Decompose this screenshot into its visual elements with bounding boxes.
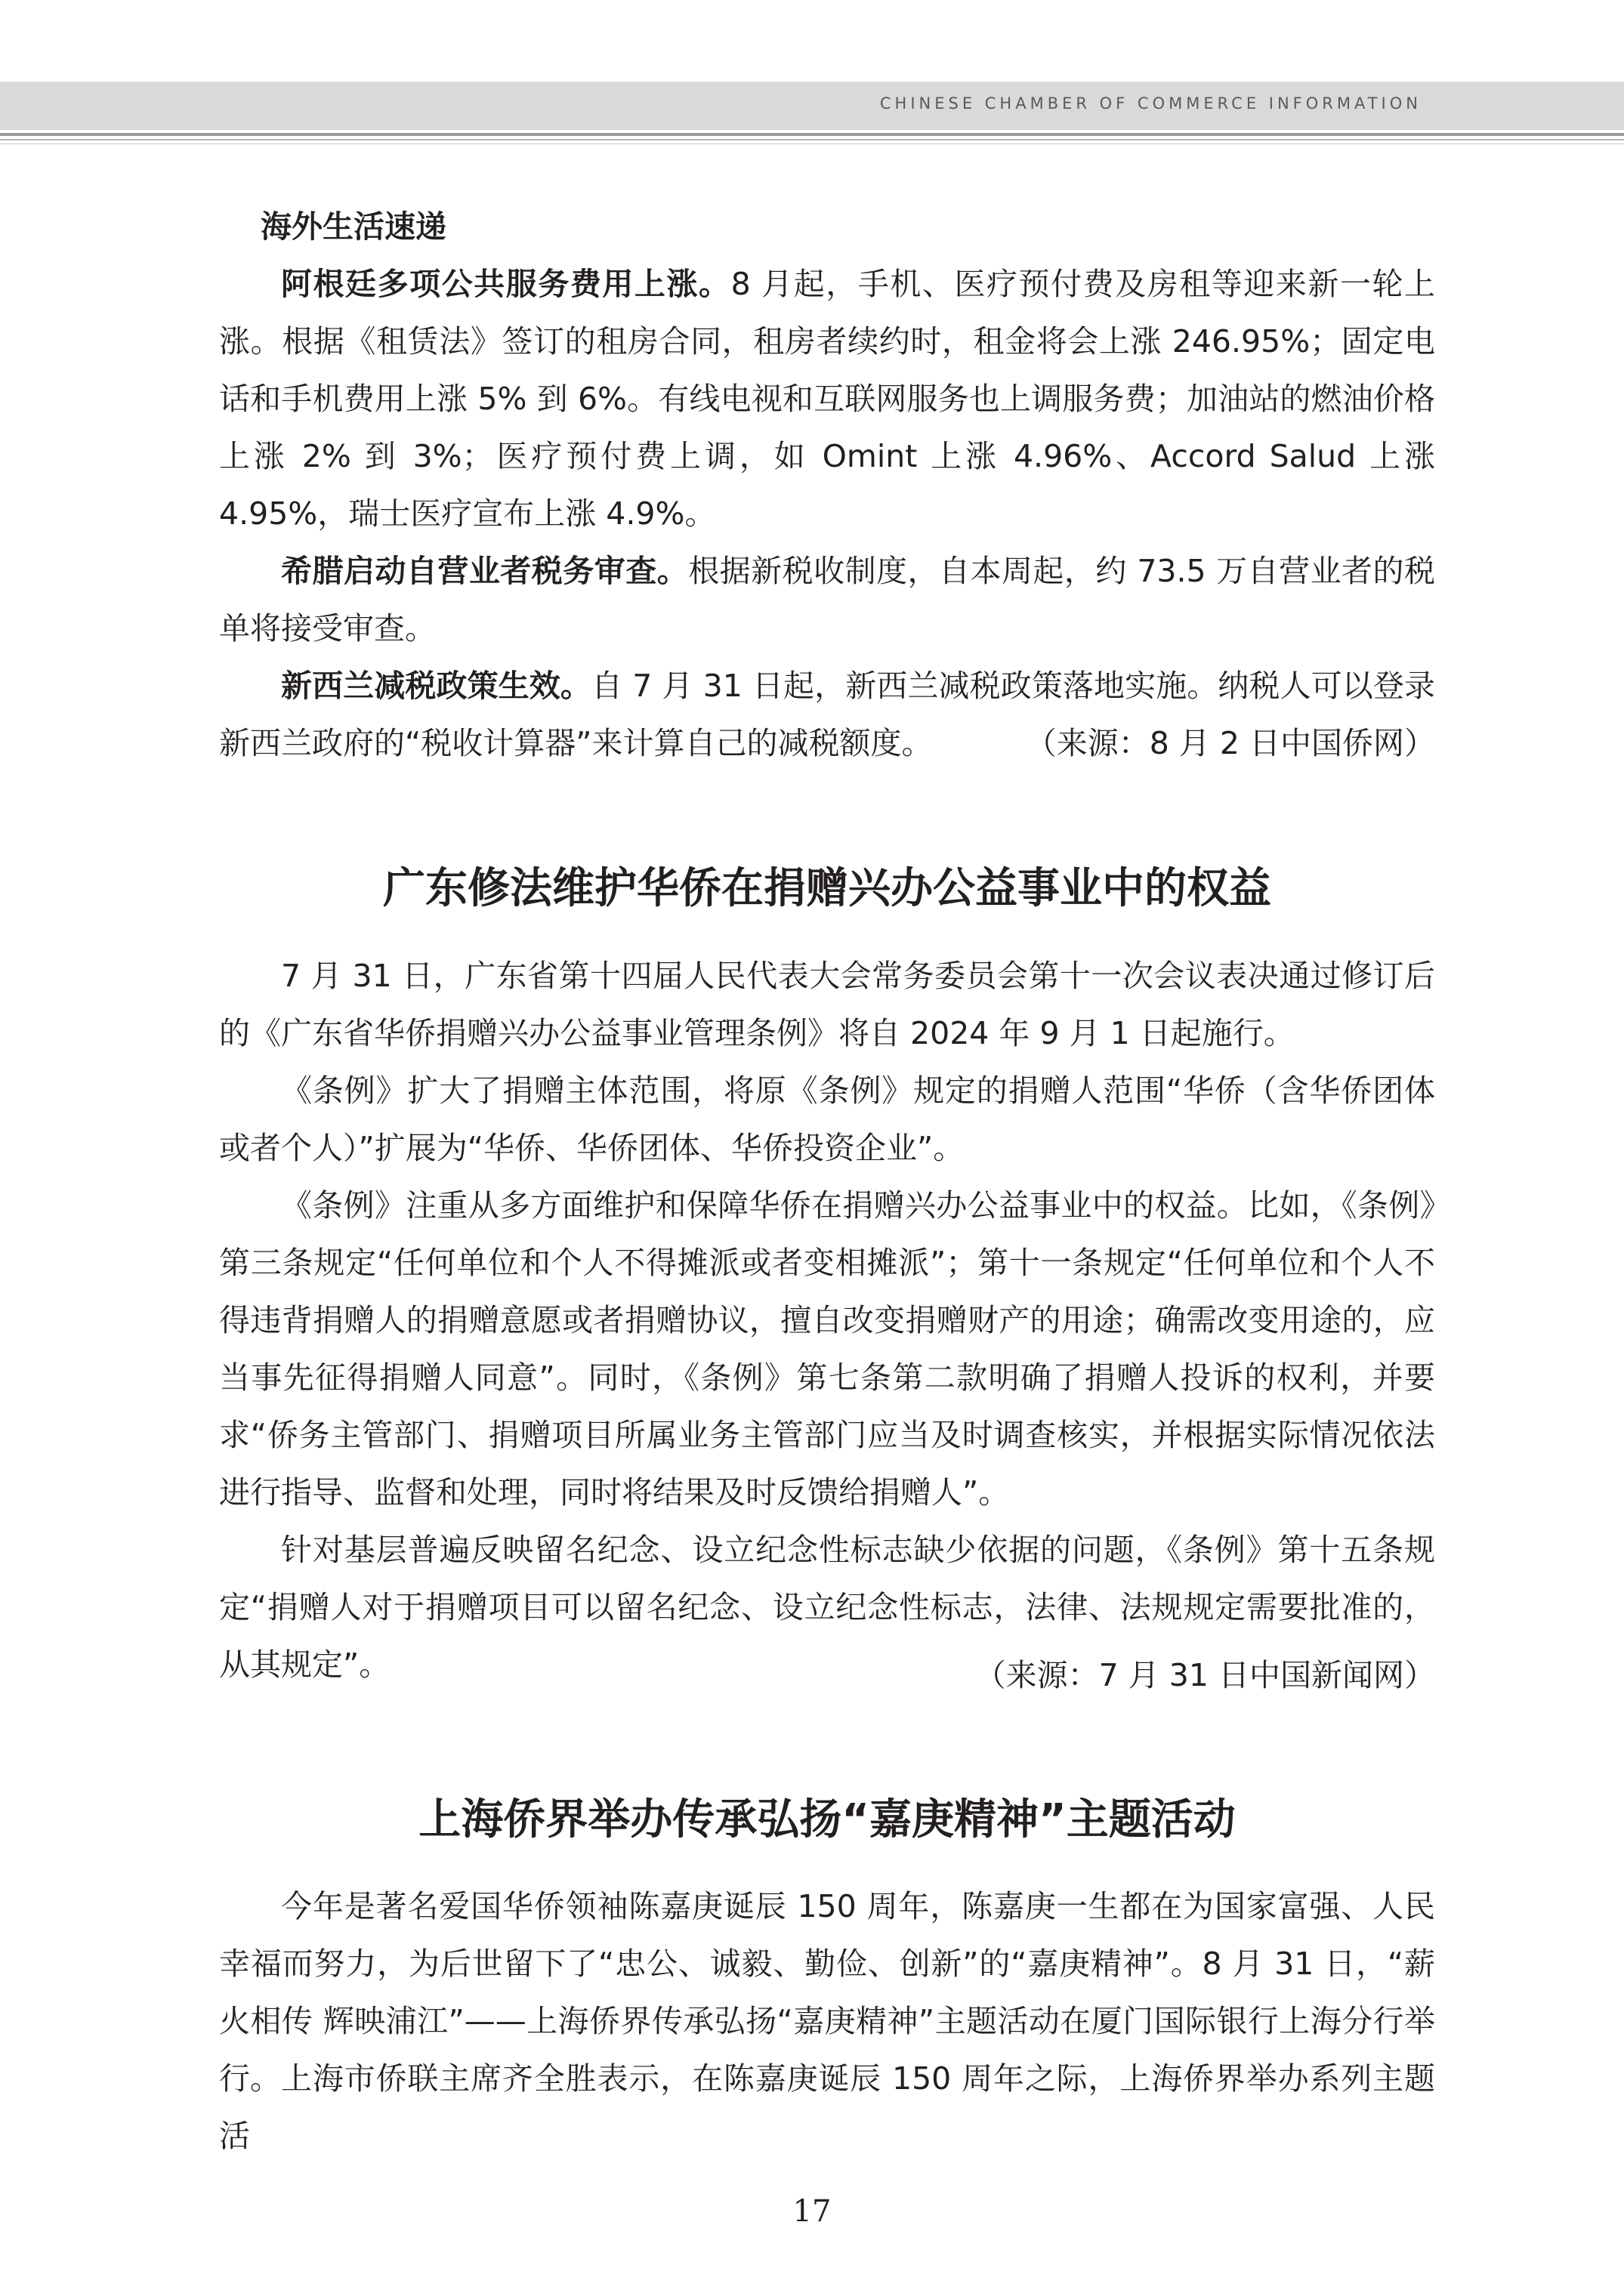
article-title: 广东修法维护华侨在捐赠兴办公益事业中的权益 (383, 864, 1271, 913)
article-paragraph: 今年是著名爱国华侨领袖陈嘉庚诞辰 150 周年，陈嘉庚一生都在为国家富强、人民幸福而努力，为后世留下了“忠公、诚毅、勤俭、创新”的“嘉庚精神”。8 月 31 日，“薪火相传 辉映浦江”——上海侨界传承弘扬“嘉庚精神”主题活动在厦门国际银行上海分行举行。 (219, 1888, 1435, 2097)
news-item (219, 255, 1435, 542)
article-paragraph: 7 月 31 日，广东省第十四届人民代表大会常务委员会第十一次会议表决通过修订后的《广东省华侨捐赠兴办公益事业管理条例》将自 2024 年 9 月 1 日起施行。 (219, 958, 1435, 1051)
news-item-lead: 新西兰减税政策生效。 (281, 668, 591, 704)
article-paragraph: 《条例》注重从多方面维护和保障华侨在捐赠兴办公益事业中的权益。比如，《条例》第三条规定“任何单位和个人不得摊派或者变相摊派”；第十一条规定“任何单位和个人不得违背捐赠人的捐赠意愿或者捐赠协议，擅自改变捐赠财产的用途；确需改变用途的，应当事先征得捐赠人同意”。同时，《条例》第七条第二款明确了捐赠人投诉的权利，并要求“侨务主管部门、捐赠项目所属业务主管部门应当及时调查核实，并根据实际情况依法进行指导、监督和处理，同时将结果及时反馈给捐赠人”。 (219, 1187, 1435, 1511)
news-item-text: 根据新税收制度，自本周起，约 73.5 万自营业者的税单将接受审查。 (219, 553, 1435, 647)
article-title: 上海侨界举办传承弘扬“嘉庚精神”主题活动 (418, 1795, 1236, 1844)
header-rule (0, 133, 1624, 136)
news-item-lead: 希腊启动自营业者税务审查。 (281, 553, 689, 589)
news-item-text: 自 7 月 31 日起，新西兰减税政策落地实施。纳税人可以登录新西兰政府的“税收计算器”来计算自己的减税额度。 (219, 668, 1436, 761)
news-item-lead: 阿根廷多项公共服务费用上涨。 (281, 266, 731, 302)
header-rule (0, 139, 1624, 140)
section-label: 海外生活速递 (261, 208, 446, 245)
article-paragraph: 《条例》扩大了捐赠主体范围，将原《条例》规定的捐赠人范围“华侨（含华侨团体或者个人）”扩展为“华侨、华侨团体、华侨投资企业”。 (219, 1072, 1435, 1166)
article-paragraph: 针对基层普遍反映留名纪念、设立纪念性标志缺少依据的问题，《条例》第十五条规定“捐赠人对于捐赠项目可以留名纪念、设立纪念性标志，法律、法规规定需要批准的，从其规定”。 (219, 1532, 1435, 1683)
page-number: 17 (792, 2194, 832, 2229)
news-item-text: 8 月起，手机、医疗预付费及房租等迎来新一轮上涨。根据《租赁法》签订的租房合同，租房者续约时，租金将会上涨 246.95%；固定电话和手机费用上涨 5% 到 6%。有线电视和互联网服务也上调服务费；加油站的燃油价格上涨 2% 到 3%；医疗预付费上调，如 Omint 上涨 4.96%、Accord Salud 上涨 4.95%，瑞士医疗宣布上涨 4.9%。 (219, 266, 1436, 532)
source-citation: （来源：8 月 2 日中国侨网） (1025, 725, 1435, 761)
article-paragraph: 上海市侨联主席齐全胜表示，在陈嘉庚诞辰 150 周年之际，上海侨界举办系列主题活 (219, 2060, 1435, 2154)
news-item (219, 542, 1435, 657)
source-citation: （来源：7 月 31 日中国新闻网） (974, 1657, 1435, 1693)
running-header: CHINESE CHAMBER OF COMMERCE INFORMATION (879, 94, 1422, 113)
